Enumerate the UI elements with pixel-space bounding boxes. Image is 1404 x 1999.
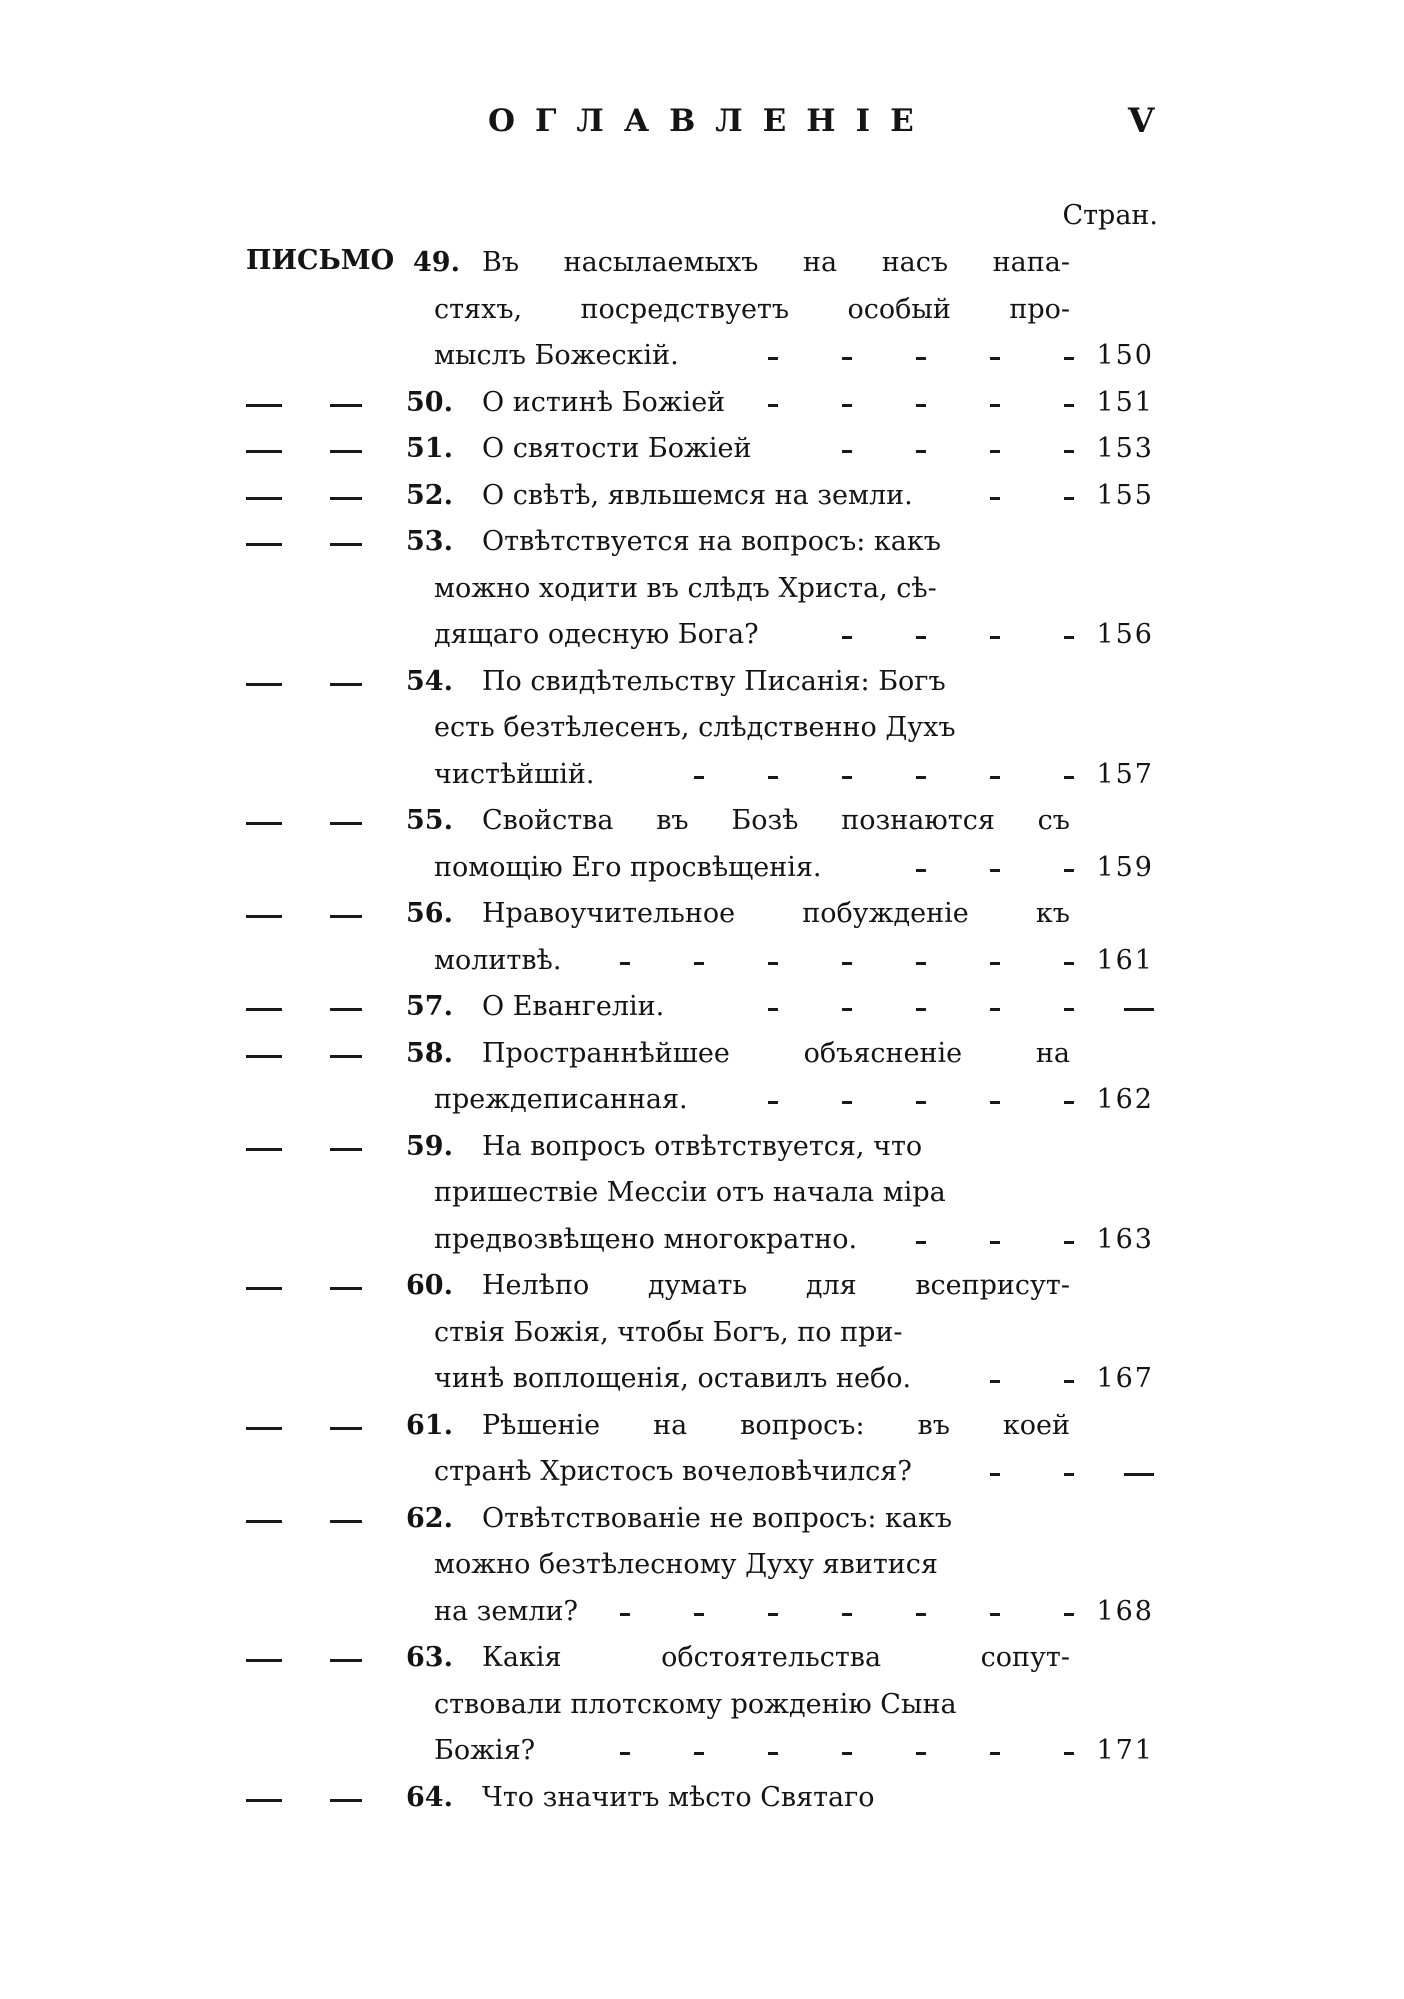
leader-dot [916,1613,926,1616]
entry-title-line [482,247,1070,278]
entry-word: съ [1037,805,1070,836]
entry-title-line [482,991,664,1022]
leader-dot [1064,497,1074,500]
entry-word: Святаго [751,1781,875,1813]
entry-word: всеприсут- [915,1270,1070,1301]
page-column-label: Стран. [1062,200,1158,231]
ditto-mark [246,450,282,453]
entry-word: къ [1035,898,1070,929]
entry-word: въ [917,1409,950,1441]
ditto-mark [330,1799,362,1802]
entry-title-line [482,1038,1070,1069]
leader-dot [1064,1241,1074,1244]
ditto-mark [246,404,282,407]
entry-word: О святости Божіей [482,433,752,464]
ditto-mark [330,1148,362,1151]
leader-dot [990,869,1000,872]
leader-dot [842,1613,852,1616]
entry-title-line [434,340,679,371]
entry-page-number: 153 [1096,433,1154,464]
entry-page-number: 163 [1096,1223,1154,1255]
leader-dot [842,357,852,360]
leader-dot [990,450,1000,453]
ditto-mark [246,1799,282,1802]
leader-dot [990,962,1000,965]
entry-title-line [434,945,561,976]
entry-word: Нравоучительное [482,898,736,929]
entry-title-line [482,1642,1070,1673]
ditto-mark [246,1008,282,1011]
leader-dot [1064,636,1074,639]
leader-dot [916,1101,926,1104]
entry-page-number: 151 [1096,386,1154,418]
entry-number: 64. [406,1781,453,1813]
ditto-mark [330,404,362,407]
entry-word: въ [656,805,689,836]
leader-dot [990,1752,1000,1755]
entry-number: 56. [406,898,453,929]
entry-title-line [482,1410,1070,1441]
entry-word: есть безтѣлесенъ, слѣдственно Духъ [434,712,956,743]
entry-title-line [434,1177,946,1208]
leader-dot [916,1008,926,1011]
entry-page-number: 155 [1096,479,1154,511]
entry-word: можно ходити въ слѣдъ Христа, сѣ- [434,572,937,604]
leader-dot [1064,1613,1074,1616]
entry-word: Божія? [434,1735,536,1766]
leader-dot [1064,869,1074,872]
leader-dot [990,1613,1000,1616]
leader-dot [842,1008,852,1011]
entry-word: Что [482,1781,535,1813]
entry-word: значитъ [534,1781,660,1813]
ditto-mark [330,1520,362,1523]
entry-word: Отвѣтствуется на вопросъ: какъ [482,526,941,557]
entry-title-line [434,1735,535,1766]
leader-dot [694,962,704,965]
ditto-mark [246,915,282,918]
ditto-mark [246,1520,282,1523]
leader-dot [1064,404,1074,407]
entry-word: про- [1009,293,1070,325]
entry-word: Пространнѣйшее [482,1037,730,1069]
leader-dot [1064,1008,1074,1011]
entry-number: 52. [406,479,453,511]
entry-number: 49. [413,247,460,278]
entry-word: преждеписанная. [434,1084,688,1115]
ditto-mark [246,822,282,825]
leader-dot [694,1613,704,1616]
entry-word: думать [647,1270,748,1301]
ditto-mark [246,497,282,500]
entry-title-line [434,1363,911,1394]
leader-dot [694,776,704,779]
entry-title-line [434,573,937,604]
entry-number: 63. [406,1642,453,1673]
entry-number: 62. [406,1502,453,1534]
entry-word: посредствуетъ [580,293,790,325]
entry-title-line [434,619,759,650]
entry-page-number: 168 [1096,1595,1154,1627]
leader-dot [916,869,926,872]
ditto-mark [246,1427,282,1430]
entry-title-line [482,805,1070,836]
entry-word: на [1035,1037,1070,1069]
leader-dot [990,1008,1000,1011]
leader-dot [916,1752,926,1755]
leader-dot [842,636,852,639]
leader-dot [620,1752,630,1755]
entry-word: Нелѣпо [482,1270,590,1301]
leader-dot [694,1752,704,1755]
entry-page-number: 167 [1096,1363,1154,1394]
leader-dot [990,1241,1000,1244]
leader-dot [768,1101,778,1104]
entry-title-line [482,898,1070,929]
ditto-mark [330,822,362,825]
entry-word: вопросъ: [740,1409,865,1441]
leader-dot [1064,1101,1074,1104]
entry-word: Отвѣтствованіе не вопросъ: какъ [482,1502,953,1534]
ditto-mark [330,450,362,453]
entry-page-number: 162 [1096,1084,1154,1115]
entry-word: насылаемыхъ [563,247,759,278]
entry-word: предвозвѣщено многократно. [434,1223,858,1255]
leader-dot [620,1613,630,1616]
entry-title-line [482,433,751,464]
entry-title-line [434,1549,938,1580]
entry-number: 58. [406,1037,453,1069]
entry-word: ствовали плотскому рожденію Сына [434,1688,957,1720]
leader-dot [990,1380,1000,1383]
entry-word: чинѣ воплощенія, оставилъ небо. [434,1363,912,1394]
entry-word: На вопросъ отвѣтствуется, что [482,1130,923,1162]
entry-word: помощію Его просвѣщенія. [434,851,822,883]
leader-dot [1064,1752,1074,1755]
entry-word: О Евангеліи. [482,991,665,1022]
leader-dot [916,776,926,779]
leader-dot [620,962,630,965]
ditto-mark [330,1055,362,1058]
leader-dot [1064,450,1074,453]
entry-word: О истинѣ Божіей [482,386,726,418]
entry-word: О свѣтѣ, явльшемся на земли. [482,479,913,511]
leader-dot [842,1752,852,1755]
entry-title-line [434,1689,957,1720]
page-title: ОГЛАВЛЕНІЕ [488,103,934,139]
ditto-mark [246,1287,282,1290]
page-ditto [1124,1008,1154,1011]
entry-title-line [434,1596,578,1627]
leader-dot [916,1241,926,1244]
entry-number: 53. [406,526,453,557]
entry-page-number: 161 [1096,944,1154,976]
leader-dot [916,357,926,360]
entry-title-line [482,1131,922,1162]
entry-title-line [434,852,822,883]
leader-dot [842,404,852,407]
entry-title-line [482,526,941,557]
entry-page-number: 159 [1096,851,1154,883]
leader-dot [1064,1380,1074,1383]
entry-title-line [434,1224,857,1255]
entry-word: на земли? [434,1595,579,1627]
entry-title-line [434,759,595,790]
leader-dot [768,962,778,965]
leader-dot [990,357,1000,360]
leader-dot [990,404,1000,407]
leader-dot [1064,776,1074,779]
entry-title-line [434,294,1070,325]
entry-word: Бозѣ [731,805,799,836]
entry-word: обстоятельства [661,1642,882,1673]
entry-word: насъ [881,247,949,278]
entry-page-number: 156 [1096,619,1154,650]
entry-number: 61. [406,1409,453,1441]
ditto-mark [246,1055,282,1058]
entry-page-number: 157 [1096,758,1154,790]
ditto-mark [246,1659,282,1662]
entry-word: познаются [841,805,995,836]
entry-title-line [482,1782,875,1813]
entry-word: на [653,1409,688,1441]
entry-number: 59. [406,1130,453,1162]
ditto-mark [246,543,282,546]
entry-title-line [482,666,946,697]
entry-word: Въ [482,247,520,278]
leader-dot [990,636,1000,639]
ditto-mark [246,683,282,686]
entry-word: стяхъ, [434,293,523,325]
entry-word: молитвѣ. [434,944,562,976]
entry-word: для [805,1270,857,1301]
leader-dot [1064,1473,1074,1476]
entry-number: 51. [406,433,453,464]
leader-dot [842,450,852,453]
entry-word: напа- [992,247,1070,278]
ditto-mark [330,497,362,500]
entry-number: 50. [406,386,453,418]
entry-word: побужденіе [802,898,969,929]
page-ditto [1124,1473,1154,1476]
entry-word: сопут- [980,1642,1070,1673]
entry-number: 55. [406,805,453,836]
leader-dot [990,776,1000,779]
entry-word: Свойства [482,805,614,836]
entry-word: ствія Божія, чтобы Богъ, по при- [434,1316,903,1348]
entry-word: дящаго одесную Бога? [434,619,759,650]
leader-dot [842,1101,852,1104]
leader-dot [1064,962,1074,965]
entry-page-number: 150 [1096,340,1154,371]
entry-prefix: ПИСЬМО [246,245,395,276]
entry-word: По свидѣтельству Писанія: Богъ [482,665,946,697]
ditto-mark [330,1427,362,1430]
entry-word: коей [1002,1409,1070,1441]
page-number: V [1128,101,1155,141]
leader-dot [768,1752,778,1755]
entry-number: 57. [406,991,453,1022]
entry-title-line [482,480,913,511]
entry-number: 60. [406,1270,453,1301]
entry-title-line [434,712,956,743]
entry-number: 54. [406,665,453,697]
ditto-mark [330,1008,362,1011]
entry-word: объясненіе [803,1037,963,1069]
entry-word: мѣсто [659,1781,752,1813]
leader-dot [768,357,778,360]
ditto-mark [330,543,362,546]
entry-title-line [434,1456,912,1487]
leader-dot [990,1101,1000,1104]
leader-dot [768,404,778,407]
entry-title-line [482,387,725,418]
ditto-mark [330,915,362,918]
leader-dot [916,450,926,453]
entry-word: странѣ Христосъ вочеловѣчился? [434,1456,912,1487]
ditto-mark [330,1287,362,1290]
leader-dot [990,497,1000,500]
entry-word: чистѣйшій. [434,758,595,790]
entry-word: Какія [482,1642,562,1673]
leader-dot [842,776,852,779]
entry-word: особый [847,293,951,325]
leader-dot [768,776,778,779]
leader-dot [768,1008,778,1011]
ditto-mark [330,683,362,686]
leader-dot [916,636,926,639]
entry-title-line [482,1270,1070,1301]
leader-dot [916,962,926,965]
entry-word: Рѣшеніе [482,1409,601,1441]
leader-dot [990,1473,1000,1476]
entry-title-line [434,1317,902,1348]
leader-dot [842,962,852,965]
entry-title-line [434,1084,688,1115]
entry-word: мыслъ Божескій. [434,340,679,371]
ditto-mark [330,1659,362,1662]
entry-page-number: 171 [1096,1735,1154,1766]
leader-dot [768,1613,778,1616]
leader-dot [916,404,926,407]
entry-title-line [482,1503,952,1534]
entry-word: можно безтѣлесному Духу явитися [434,1549,938,1580]
entry-word: пришествіе Мессіи отъ начала міра [434,1177,946,1208]
leader-dot [1064,357,1074,360]
entry-word: на [803,247,838,278]
ditto-mark [246,1148,282,1151]
